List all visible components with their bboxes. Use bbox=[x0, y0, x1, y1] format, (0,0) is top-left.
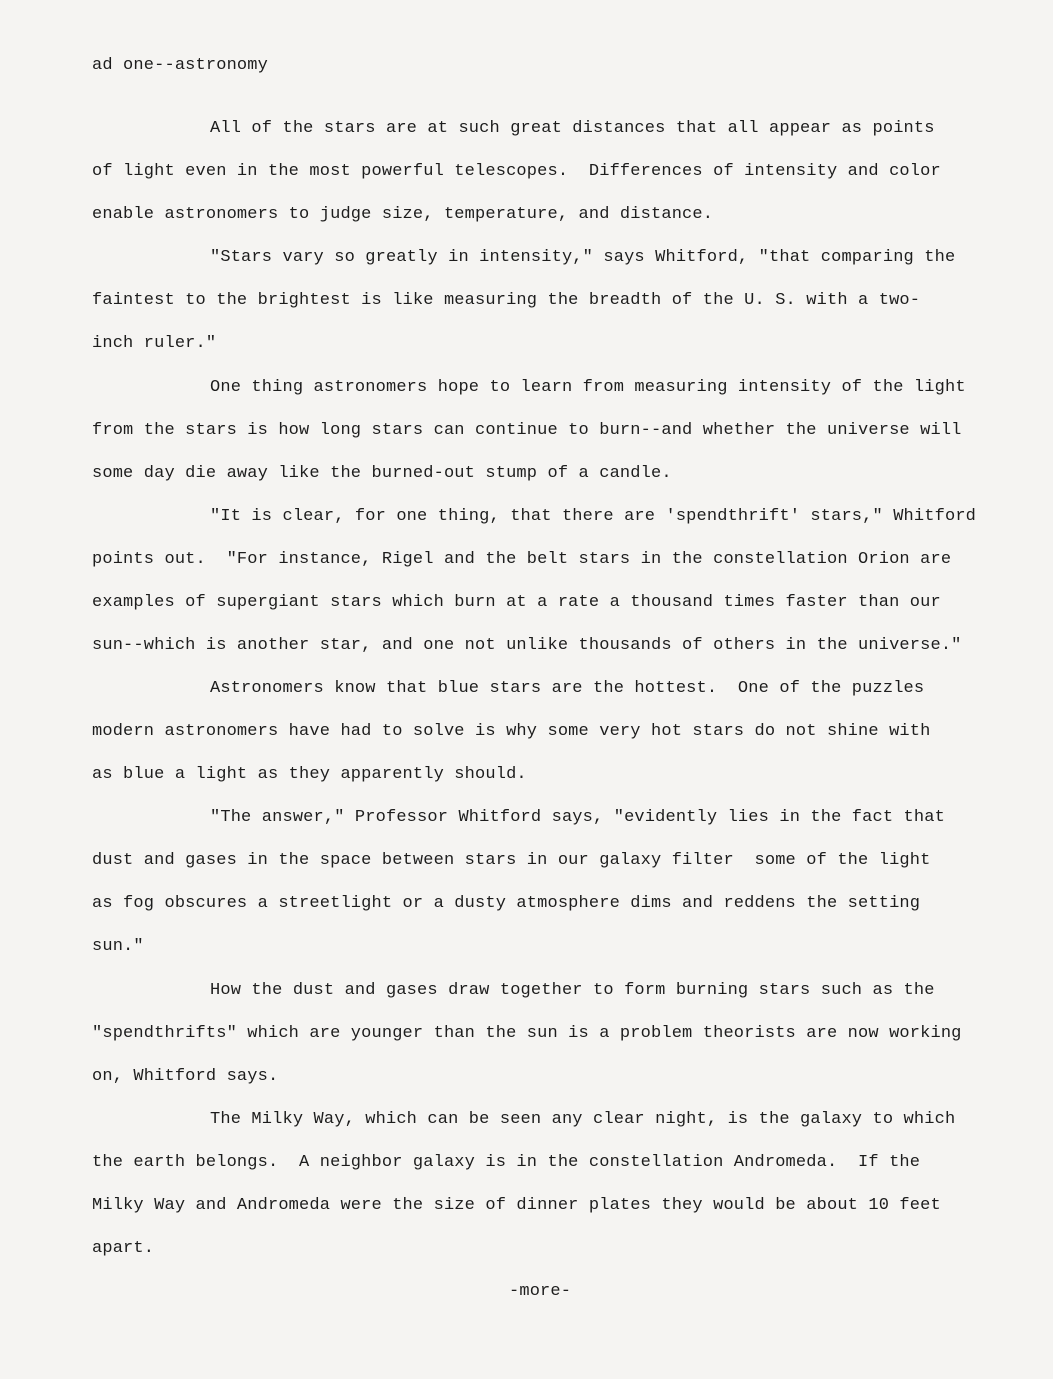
paragraph-3-line-1: One thing astronomers hope to learn from measuring intensity of the light bbox=[210, 378, 966, 397]
paragraph-1-line-2: of light even in the most powerful telescopes. Differences of intensity and color bbox=[92, 162, 941, 181]
paragraph-8-line-3: Milky Way and Andromeda were the size of dinner plates they would be about 10 feet bbox=[92, 1196, 941, 1215]
paragraph-2-line-1: "Stars vary so greatly in intensity," says Whitford, "that comparing the bbox=[210, 248, 956, 267]
paragraph-6-line-4: sun." bbox=[92, 937, 144, 956]
paragraph-1-line-3: enable astronomers to judge size, temperature, and distance. bbox=[92, 205, 714, 224]
paragraph-7-line-2: "spendthrifts" which are younger than the sun is a problem theorists are now working bbox=[92, 1024, 962, 1043]
paragraph-5-line-1: Astronomers know that blue stars are the hottest. One of the puzzles bbox=[210, 679, 925, 698]
paragraph-1-line-1: All of the stars are at such great distances that all appear as points bbox=[210, 119, 935, 138]
paragraph-8-line-2: the earth belongs. A neighbor galaxy is in the constellation Andromeda. If the bbox=[92, 1153, 921, 1172]
paragraph-6-line-2: dust and gases in the space between stars in our galaxy filter some of the light bbox=[92, 851, 931, 870]
paragraph-6-line-3: as fog obscures a streetlight or a dusty atmosphere dims and reddens the setting bbox=[92, 894, 921, 913]
paragraph-4-line-4: sun--which is another star, and one not unlike thousands of others in the universe." bbox=[92, 636, 962, 655]
paragraph-7-line-3: on, Whitford says. bbox=[92, 1067, 279, 1086]
paragraph-5-line-3: as blue a light as they apparently should. bbox=[92, 765, 527, 784]
paragraph-4-line-3: examples of supergiant stars which burn at a rate a thousand times faster than our bbox=[92, 593, 941, 612]
paragraph-4-line-1: "It is clear, for one thing, that there are 'spendthrift' stars," Whitford bbox=[210, 507, 977, 526]
slug-line: ad one--astronomy bbox=[92, 56, 268, 75]
paragraph-5-line-2: modern astronomers have had to solve is why some very hot stars do not shine with bbox=[92, 722, 931, 741]
paragraph-4-line-2: points out. "For instance, Rigel and the belt stars in the constellation Orion are bbox=[92, 550, 952, 569]
paragraph-3-line-2: from the stars is how long stars can continue to burn--and whether the universe will bbox=[92, 421, 962, 440]
paragraph-8-line-1: The Milky Way, which can be seen any clear night, is the galaxy to which bbox=[210, 1110, 956, 1129]
continuation-marker: -more- bbox=[509, 1282, 572, 1301]
paragraph-3-line-3: some day die away like the burned-out stump of a candle. bbox=[92, 464, 672, 483]
paragraph-8-line-4: apart. bbox=[92, 1239, 155, 1258]
paragraph-7-line-1: How the dust and gases draw together to form burning stars such as the bbox=[210, 981, 935, 1000]
paragraph-6-line-1: "The answer," Professor Whitford says, "evidently lies in the fact that bbox=[210, 808, 945, 827]
paragraph-2-line-2: faintest to the brightest is like measuring the breadth of the U. S. with a two- bbox=[92, 291, 921, 310]
paragraph-2-line-3: inch ruler." bbox=[92, 334, 217, 353]
